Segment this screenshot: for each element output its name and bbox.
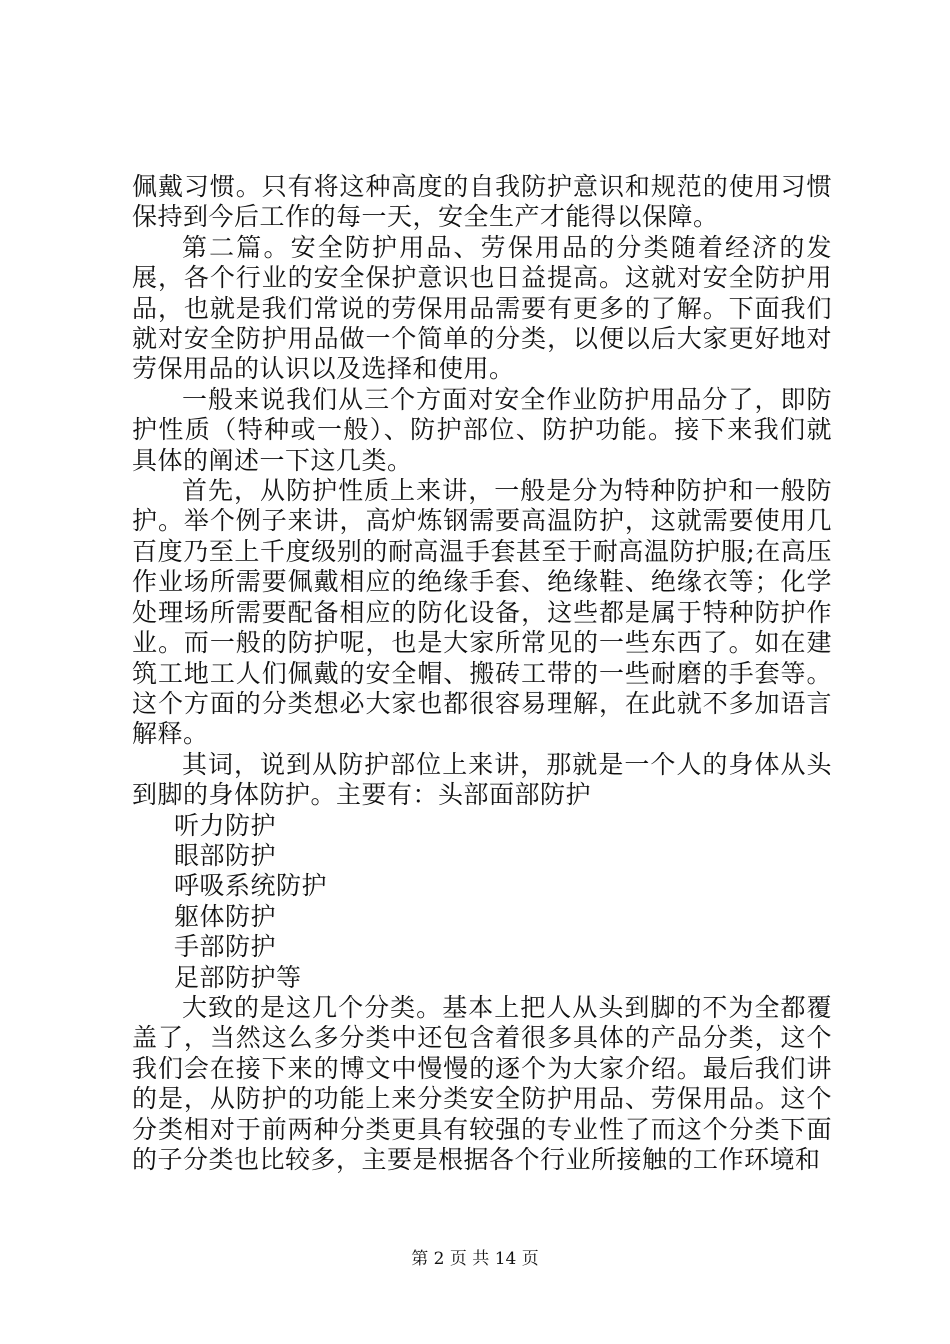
paragraph-2: 第二篇。安全防护用品、劳保用品的分类随着经济的发展，各个行业的安全保护意识也日益提高。这就对安全防护用品，也就是我们常说的劳保用品需要有更多的了解。下面我们就对安全防护用品做一个简单的分类，以便以后大家更好地对劳保用品的认识以及选择和使用。 <box>132 232 832 384</box>
list-item-hearing: 听力防护 <box>174 810 277 840</box>
paragraph-5: 其词，说到从防护部位上来讲，那就是一个人的身体从头到脚的身体防护。主要有：头部面部防护 <box>132 749 832 810</box>
list-item-torso: 躯体防护 <box>174 901 277 931</box>
page-number-label: 第 2 页 共 14 页 <box>411 1249 539 1269</box>
list-item-eye: 眼部防护 <box>174 840 277 870</box>
paragraph-3: 一般来说我们从三个方面对安全作业防护用品分了，即防护性质（特种或一般）、防护部位、防护功能。接下来我们就具体的阐述一下这几类。 <box>132 384 832 475</box>
list-item-hand: 手部防护 <box>174 932 277 962</box>
document-body <box>132 172 832 1175</box>
page-footer <box>0 1244 950 1269</box>
list-item-respiratory: 呼吸系统防护 <box>174 871 328 901</box>
list-item-foot: 足部防护等 <box>174 962 302 992</box>
paragraph-4: 首先，从防护性质上来讲，一般是分为特种防护和一般防护。举个例子来讲，高炉炼钢需要高温防护，这就需要使用几百度乃至上千度级别的耐高温手套甚至于耐高温防护服;在高压作业场所需要佩戴相应的绝缘手套、绝缘鞋、绝缘衣等；化学处理场所需要配备相应的防化设备，这些都是属于特种防护作业。而一般的防护呢，也是大家所常见的一些东西了。如在建筑工地工人们佩戴的安全帽、搬砖工带的一些耐磨的手套等。这个方面的分类想必大家也都很容易理解，在此就不多加语言解释。 <box>132 476 832 749</box>
paragraph-closing: 大致的是这几个分类。基本上把人从头到脚的不为全都覆盖了，当然这么多分类中还包含着很多具体的产品分类，这个我们会在接下来的博文中慢慢的逐个为大家介绍。最后我们讲的是，从防护的功能上来分类安全防护用品、劳保用品。这个分类相对于前两种分类更具有较强的专业性了而这个分类下面的子分类也比较多，主要是根据各个行业所接触的工作环境和 <box>132 992 832 1174</box>
paragraph-1: 佩戴习惯。只有将这种高度的自我防护意识和规范的使用习惯保持到今后工作的每一天，安全生产才能得以保障。 <box>132 172 832 232</box>
